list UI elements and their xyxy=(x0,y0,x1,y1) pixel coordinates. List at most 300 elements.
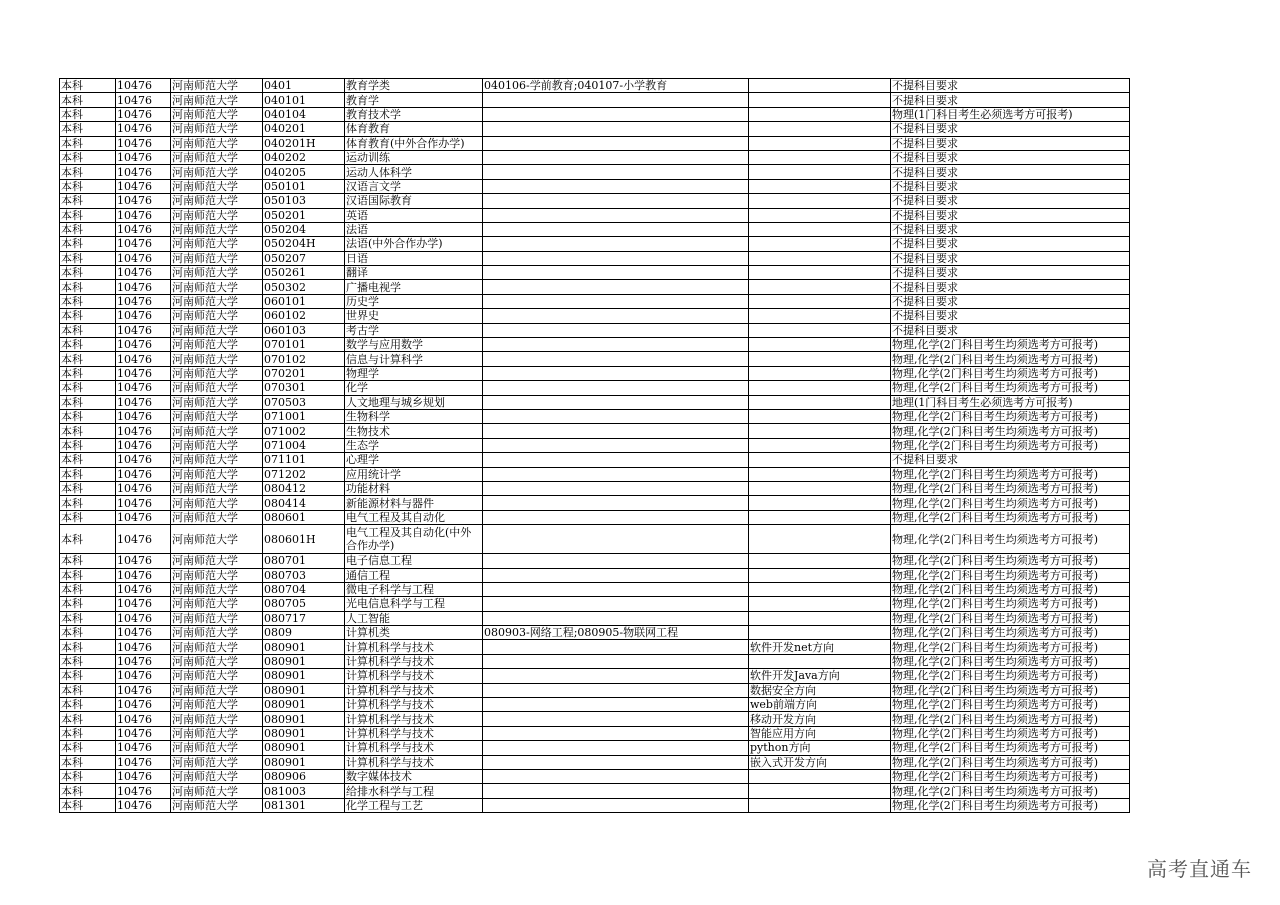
major-name-cell: 人文地理与城乡规划 xyxy=(345,395,483,409)
school-name-cell: 河南师范大学 xyxy=(171,467,263,481)
school-code-cell: 10476 xyxy=(116,409,171,423)
included-majors-cell xyxy=(483,352,749,366)
direction-cell xyxy=(749,79,891,93)
direction-cell xyxy=(749,798,891,812)
school-name-cell: 河南师范大学 xyxy=(171,554,263,568)
included-majors-cell xyxy=(483,741,749,755)
major-code-cell: 040104 xyxy=(263,107,345,121)
direction-cell xyxy=(749,409,891,423)
school-name-cell: 河南师范大学 xyxy=(171,510,263,524)
major-code-cell: 080704 xyxy=(263,582,345,596)
table-row xyxy=(60,481,1130,495)
direction-cell: python方向 xyxy=(749,741,891,755)
major-code-cell: 050103 xyxy=(263,194,345,208)
subject-requirement-cell: 物理,化学(2门科目考生均须选考方可报考) xyxy=(891,438,1130,452)
table-row xyxy=(60,309,1130,323)
school-code-cell: 10476 xyxy=(116,194,171,208)
school-name-cell: 河南师范大学 xyxy=(171,222,263,236)
level-cell: 本科 xyxy=(60,467,116,481)
subject-requirements-table xyxy=(59,78,1130,813)
major-code-cell: 080901 xyxy=(263,654,345,668)
school-name-cell: 河南师范大学 xyxy=(171,323,263,337)
major-code-cell: 070503 xyxy=(263,395,345,409)
school-name-cell: 河南师范大学 xyxy=(171,194,263,208)
level-cell: 本科 xyxy=(60,755,116,769)
school-name-cell: 河南师范大学 xyxy=(171,611,263,625)
level-cell: 本科 xyxy=(60,712,116,726)
direction-cell xyxy=(749,165,891,179)
level-cell: 本科 xyxy=(60,107,116,121)
subject-requirement-cell: 物理,化学(2门科目考生均须选考方可报考) xyxy=(891,424,1130,438)
subject-requirement-cell: 物理,化学(2门科目考生均须选考方可报考) xyxy=(891,784,1130,798)
major-code-cell: 060101 xyxy=(263,294,345,308)
table-row xyxy=(60,179,1130,193)
level-cell: 本科 xyxy=(60,150,116,164)
major-name-cell: 法语(中外合作办学) xyxy=(345,237,483,251)
school-name-cell: 河南师范大学 xyxy=(171,453,263,467)
included-majors-cell xyxy=(483,222,749,236)
direction-cell xyxy=(749,150,891,164)
included-majors-cell xyxy=(483,338,749,352)
table-row xyxy=(60,784,1130,798)
direction-cell xyxy=(749,784,891,798)
school-code-cell: 10476 xyxy=(116,510,171,524)
direction-cell xyxy=(749,438,891,452)
table-row xyxy=(60,194,1130,208)
school-name-cell: 河南师范大学 xyxy=(171,208,263,222)
school-name-cell: 河南师范大学 xyxy=(171,251,263,265)
major-code-cell: 0401 xyxy=(263,79,345,93)
direction-cell xyxy=(749,323,891,337)
level-cell: 本科 xyxy=(60,611,116,625)
major-code-cell: 050101 xyxy=(263,179,345,193)
level-cell: 本科 xyxy=(60,784,116,798)
major-code-cell: 050207 xyxy=(263,251,345,265)
direction-cell xyxy=(749,626,891,640)
subject-requirement-cell: 不提科目要求 xyxy=(891,237,1130,251)
level-cell: 本科 xyxy=(60,338,116,352)
major-code-cell: 050261 xyxy=(263,266,345,280)
school-code-cell: 10476 xyxy=(116,467,171,481)
included-majors-cell xyxy=(483,409,749,423)
school-code-cell: 10476 xyxy=(116,280,171,294)
major-name-cell: 计算机科学与技术 xyxy=(345,755,483,769)
included-majors-cell xyxy=(483,280,749,294)
direction-cell xyxy=(749,208,891,222)
subject-requirement-cell: 物理,化学(2门科目考生均须选考方可报考) xyxy=(891,338,1130,352)
direction-cell xyxy=(749,424,891,438)
direction-cell xyxy=(749,352,891,366)
school-code-cell: 10476 xyxy=(116,381,171,395)
included-majors-cell xyxy=(483,683,749,697)
level-cell: 本科 xyxy=(60,136,116,150)
included-majors-cell xyxy=(483,107,749,121)
table-row xyxy=(60,424,1130,438)
school-name-cell: 河南师范大学 xyxy=(171,669,263,683)
level-cell: 本科 xyxy=(60,208,116,222)
included-majors-cell xyxy=(483,309,749,323)
major-name-cell: 微电子科学与工程 xyxy=(345,582,483,596)
included-majors-cell xyxy=(483,568,749,582)
table-row xyxy=(60,208,1130,222)
school-code-cell: 10476 xyxy=(116,165,171,179)
major-code-cell: 081003 xyxy=(263,784,345,798)
major-name-cell: 化学 xyxy=(345,381,483,395)
table-row xyxy=(60,338,1130,352)
direction-cell xyxy=(749,582,891,596)
direction-cell xyxy=(749,266,891,280)
level-cell: 本科 xyxy=(60,294,116,308)
major-name-cell: 数字媒体技术 xyxy=(345,769,483,783)
subject-requirement-cell: 物理,化学(2门科目考生均须选考方可报考) xyxy=(891,769,1130,783)
level-cell: 本科 xyxy=(60,568,116,582)
school-name-cell: 河南师范大学 xyxy=(171,136,263,150)
direction-cell xyxy=(749,467,891,481)
direction-cell xyxy=(749,280,891,294)
school-code-cell: 10476 xyxy=(116,136,171,150)
school-code-cell: 10476 xyxy=(116,79,171,93)
subject-requirement-cell: 物理,化学(2门科目考生均须选考方可报考) xyxy=(891,640,1130,654)
direction-cell: 软件开发net方向 xyxy=(749,640,891,654)
table-row xyxy=(60,568,1130,582)
major-name-cell: 电气工程及其自动化(中外合作办学) xyxy=(345,525,483,554)
subject-requirement-cell: 不提科目要求 xyxy=(891,222,1130,236)
table-row xyxy=(60,510,1130,524)
school-code-cell: 10476 xyxy=(116,554,171,568)
subject-requirement-cell: 不提科目要求 xyxy=(891,453,1130,467)
major-name-cell: 翻译 xyxy=(345,266,483,280)
included-majors-cell xyxy=(483,798,749,812)
direction-cell xyxy=(749,366,891,380)
school-code-cell: 10476 xyxy=(116,352,171,366)
school-name-cell: 河南师范大学 xyxy=(171,107,263,121)
school-name-cell: 河南师范大学 xyxy=(171,179,263,193)
major-code-cell: 040202 xyxy=(263,150,345,164)
subject-requirement-cell: 不提科目要求 xyxy=(891,266,1130,280)
major-code-cell: 040205 xyxy=(263,165,345,179)
subject-requirement-cell: 不提科目要求 xyxy=(891,309,1130,323)
direction-cell xyxy=(749,136,891,150)
major-name-cell: 人工智能 xyxy=(345,611,483,625)
direction-cell: 软件开发Java方向 xyxy=(749,669,891,683)
subject-requirement-cell: 物理,化学(2门科目考生均须选考方可报考) xyxy=(891,755,1130,769)
level-cell: 本科 xyxy=(60,726,116,740)
major-code-cell: 080901 xyxy=(263,698,345,712)
major-code-cell: 040201 xyxy=(263,122,345,136)
included-majors-cell xyxy=(483,453,749,467)
included-majors-cell xyxy=(483,179,749,193)
major-code-cell: 071202 xyxy=(263,467,345,481)
major-code-cell: 080412 xyxy=(263,481,345,495)
major-code-cell: 080601 xyxy=(263,510,345,524)
major-name-cell: 日语 xyxy=(345,251,483,265)
school-code-cell: 10476 xyxy=(116,208,171,222)
school-name-cell: 河南师范大学 xyxy=(171,654,263,668)
level-cell: 本科 xyxy=(60,769,116,783)
direction-cell: web前端方向 xyxy=(749,698,891,712)
school-code-cell: 10476 xyxy=(116,683,171,697)
level-cell: 本科 xyxy=(60,381,116,395)
school-code-cell: 10476 xyxy=(116,453,171,467)
school-name-cell: 河南师范大学 xyxy=(171,266,263,280)
level-cell: 本科 xyxy=(60,237,116,251)
table-row xyxy=(60,654,1130,668)
major-code-cell: 080601H xyxy=(263,525,345,554)
school-name-cell: 河南师范大学 xyxy=(171,741,263,755)
school-name-cell: 河南师范大学 xyxy=(171,481,263,495)
major-code-cell: 071101 xyxy=(263,453,345,467)
school-name-cell: 河南师范大学 xyxy=(171,755,263,769)
school-name-cell: 河南师范大学 xyxy=(171,165,263,179)
major-code-cell: 081301 xyxy=(263,798,345,812)
level-cell: 本科 xyxy=(60,698,116,712)
subject-requirement-cell: 不提科目要求 xyxy=(891,93,1130,107)
included-majors-cell xyxy=(483,381,749,395)
major-name-cell: 电子信息工程 xyxy=(345,554,483,568)
table-row xyxy=(60,640,1130,654)
direction-cell xyxy=(749,611,891,625)
school-code-cell: 10476 xyxy=(116,424,171,438)
school-name-cell: 河南师范大学 xyxy=(171,683,263,697)
table-row xyxy=(60,150,1130,164)
included-majors-cell xyxy=(483,136,749,150)
major-name-cell: 广播电视学 xyxy=(345,280,483,294)
table-row xyxy=(60,582,1130,596)
level-cell: 本科 xyxy=(60,266,116,280)
major-name-cell: 体育教育(中外合作办学) xyxy=(345,136,483,150)
major-name-cell: 体育教育 xyxy=(345,122,483,136)
table-row xyxy=(60,669,1130,683)
school-name-cell: 河南师范大学 xyxy=(171,525,263,554)
direction-cell xyxy=(749,294,891,308)
included-majors-cell xyxy=(483,554,749,568)
level-cell: 本科 xyxy=(60,597,116,611)
major-name-cell: 生物技术 xyxy=(345,424,483,438)
major-code-cell: 080901 xyxy=(263,741,345,755)
included-majors-cell xyxy=(483,712,749,726)
level-cell: 本科 xyxy=(60,93,116,107)
school-code-cell: 10476 xyxy=(116,323,171,337)
school-code-cell: 10476 xyxy=(116,640,171,654)
subject-requirement-cell: 物理,化学(2门科目考生均须选考方可报考) xyxy=(891,554,1130,568)
school-code-cell: 10476 xyxy=(116,179,171,193)
major-code-cell: 071001 xyxy=(263,409,345,423)
school-name-cell: 河南师范大学 xyxy=(171,237,263,251)
subject-requirement-cell: 物理,化学(2门科目考生均须选考方可报考) xyxy=(891,683,1130,697)
school-name-cell: 河南师范大学 xyxy=(171,698,263,712)
subject-requirement-cell: 不提科目要求 xyxy=(891,208,1130,222)
major-name-cell: 电气工程及其自动化 xyxy=(345,510,483,524)
included-majors-cell xyxy=(483,496,749,510)
major-name-cell: 计算机科学与技术 xyxy=(345,712,483,726)
subject-requirement-cell: 物理,化学(2门科目考生均须选考方可报考) xyxy=(891,741,1130,755)
included-majors-cell xyxy=(483,525,749,554)
level-cell: 本科 xyxy=(60,323,116,337)
level-cell: 本科 xyxy=(60,798,116,812)
school-code-cell: 10476 xyxy=(116,726,171,740)
school-code-cell: 10476 xyxy=(116,582,171,596)
level-cell: 本科 xyxy=(60,654,116,668)
table-row xyxy=(60,352,1130,366)
direction-cell: 数据安全方向 xyxy=(749,683,891,697)
table-row xyxy=(60,554,1130,568)
subject-requirement-cell: 不提科目要求 xyxy=(891,136,1130,150)
table-body xyxy=(60,79,1130,813)
subject-requirement-cell: 物理,化学(2门科目考生均须选考方可报考) xyxy=(891,698,1130,712)
major-name-cell: 世界史 xyxy=(345,309,483,323)
major-code-cell: 0809 xyxy=(263,626,345,640)
major-code-cell: 040201H xyxy=(263,136,345,150)
school-code-cell: 10476 xyxy=(116,438,171,452)
included-majors-cell xyxy=(483,654,749,668)
school-code-cell: 10476 xyxy=(116,496,171,510)
major-code-cell: 080717 xyxy=(263,611,345,625)
included-majors-cell xyxy=(483,438,749,452)
included-majors-cell xyxy=(483,165,749,179)
subject-requirement-cell: 不提科目要求 xyxy=(891,323,1130,337)
major-name-cell: 生态学 xyxy=(345,438,483,452)
major-name-cell: 汉语国际教育 xyxy=(345,194,483,208)
school-name-cell: 河南师范大学 xyxy=(171,438,263,452)
major-name-cell: 生物科学 xyxy=(345,409,483,423)
table-row xyxy=(60,323,1130,337)
direction-cell xyxy=(749,654,891,668)
major-name-cell: 法语 xyxy=(345,222,483,236)
major-name-cell: 计算机科学与技术 xyxy=(345,726,483,740)
subject-requirement-cell: 物理,化学(2门科目考生均须选考方可报考) xyxy=(891,525,1130,554)
major-code-cell: 080906 xyxy=(263,769,345,783)
school-code-cell: 10476 xyxy=(116,294,171,308)
table-row xyxy=(60,381,1130,395)
major-name-cell: 信息与计算科学 xyxy=(345,352,483,366)
school-name-cell: 河南师范大学 xyxy=(171,409,263,423)
included-majors-cell xyxy=(483,640,749,654)
school-name-cell: 河南师范大学 xyxy=(171,597,263,611)
major-code-cell: 080703 xyxy=(263,568,345,582)
direction-cell xyxy=(749,93,891,107)
direction-cell xyxy=(749,496,891,510)
table-row xyxy=(60,496,1130,510)
major-code-cell: 050204H xyxy=(263,237,345,251)
major-code-cell: 070102 xyxy=(263,352,345,366)
subject-requirement-cell: 物理,化学(2门科目考生均须选考方可报考) xyxy=(891,496,1130,510)
major-code-cell: 070301 xyxy=(263,381,345,395)
major-name-cell: 考古学 xyxy=(345,323,483,337)
table-row xyxy=(60,165,1130,179)
major-code-cell: 040101 xyxy=(263,93,345,107)
school-code-cell: 10476 xyxy=(116,611,171,625)
major-code-cell: 071004 xyxy=(263,438,345,452)
major-name-cell: 功能材料 xyxy=(345,481,483,495)
major-name-cell: 运动训练 xyxy=(345,150,483,164)
major-name-cell: 汉语言文学 xyxy=(345,179,483,193)
subject-requirement-cell: 不提科目要求 xyxy=(891,150,1130,164)
major-code-cell: 050201 xyxy=(263,208,345,222)
level-cell: 本科 xyxy=(60,640,116,654)
school-code-cell: 10476 xyxy=(116,741,171,755)
major-code-cell: 080901 xyxy=(263,683,345,697)
subject-requirement-cell: 物理,化学(2门科目考生均须选考方可报考) xyxy=(891,481,1130,495)
level-cell: 本科 xyxy=(60,525,116,554)
subject-requirement-cell: 不提科目要求 xyxy=(891,280,1130,294)
major-name-cell: 计算机科学与技术 xyxy=(345,741,483,755)
direction-cell xyxy=(749,179,891,193)
school-code-cell: 10476 xyxy=(116,122,171,136)
school-code-cell: 10476 xyxy=(116,222,171,236)
direction-cell xyxy=(749,769,891,783)
school-name-cell: 河南师范大学 xyxy=(171,626,263,640)
included-majors-cell xyxy=(483,698,749,712)
direction-cell xyxy=(749,453,891,467)
major-name-cell: 物理学 xyxy=(345,366,483,380)
major-code-cell: 080705 xyxy=(263,597,345,611)
school-name-cell: 河南师范大学 xyxy=(171,424,263,438)
direction-cell xyxy=(749,222,891,236)
school-code-cell: 10476 xyxy=(116,798,171,812)
level-cell: 本科 xyxy=(60,251,116,265)
major-name-cell: 光电信息科学与工程 xyxy=(345,597,483,611)
school-name-cell: 河南师范大学 xyxy=(171,496,263,510)
table-row xyxy=(60,266,1130,280)
table-row xyxy=(60,597,1130,611)
major-code-cell: 060103 xyxy=(263,323,345,337)
level-cell: 本科 xyxy=(60,409,116,423)
direction-cell xyxy=(749,381,891,395)
subject-requirement-cell: 物理(1门科目考生必须选考方可报考) xyxy=(891,107,1130,121)
major-name-cell: 心理学 xyxy=(345,453,483,467)
table-row xyxy=(60,626,1130,640)
subject-requirement-cell: 物理,化学(2门科目考生均须选考方可报考) xyxy=(891,381,1130,395)
direction-cell xyxy=(749,107,891,121)
school-code-cell: 10476 xyxy=(116,784,171,798)
table-row xyxy=(60,395,1130,409)
table-row xyxy=(60,769,1130,783)
school-code-cell: 10476 xyxy=(116,626,171,640)
subject-requirement-cell: 不提科目要求 xyxy=(891,194,1130,208)
included-majors-cell: 080903-网络工程;080905-物联网工程 xyxy=(483,626,749,640)
included-majors-cell xyxy=(483,266,749,280)
level-cell: 本科 xyxy=(60,395,116,409)
major-code-cell: 080901 xyxy=(263,726,345,740)
table-row xyxy=(60,366,1130,380)
subject-requirement-cell: 物理,化学(2门科目考生均须选考方可报考) xyxy=(891,582,1130,596)
table-row xyxy=(60,294,1130,308)
direction-cell: 移动开发方向 xyxy=(749,712,891,726)
major-code-cell: 080901 xyxy=(263,755,345,769)
included-majors-cell xyxy=(483,424,749,438)
subject-requirement-cell: 物理,化学(2门科目考生均须选考方可报考) xyxy=(891,597,1130,611)
major-name-cell: 计算机科学与技术 xyxy=(345,640,483,654)
level-cell: 本科 xyxy=(60,165,116,179)
included-majors-cell xyxy=(483,395,749,409)
major-name-cell: 计算机科学与技术 xyxy=(345,683,483,697)
direction-cell xyxy=(749,554,891,568)
subject-requirement-cell: 不提科目要求 xyxy=(891,122,1130,136)
school-name-cell: 河南师范大学 xyxy=(171,381,263,395)
level-cell: 本科 xyxy=(60,554,116,568)
subject-requirement-cell: 不提科目要求 xyxy=(891,179,1130,193)
school-name-cell: 河南师范大学 xyxy=(171,582,263,596)
direction-cell xyxy=(749,338,891,352)
table-row xyxy=(60,136,1130,150)
table-row xyxy=(60,93,1130,107)
subject-requirement-cell: 物理,化学(2门科目考生均须选考方可报考) xyxy=(891,726,1130,740)
direction-cell xyxy=(749,481,891,495)
included-majors-cell: 040106-学前教育;040107-小学教育 xyxy=(483,79,749,93)
level-cell: 本科 xyxy=(60,741,116,755)
table-row xyxy=(60,798,1130,812)
included-majors-cell xyxy=(483,726,749,740)
